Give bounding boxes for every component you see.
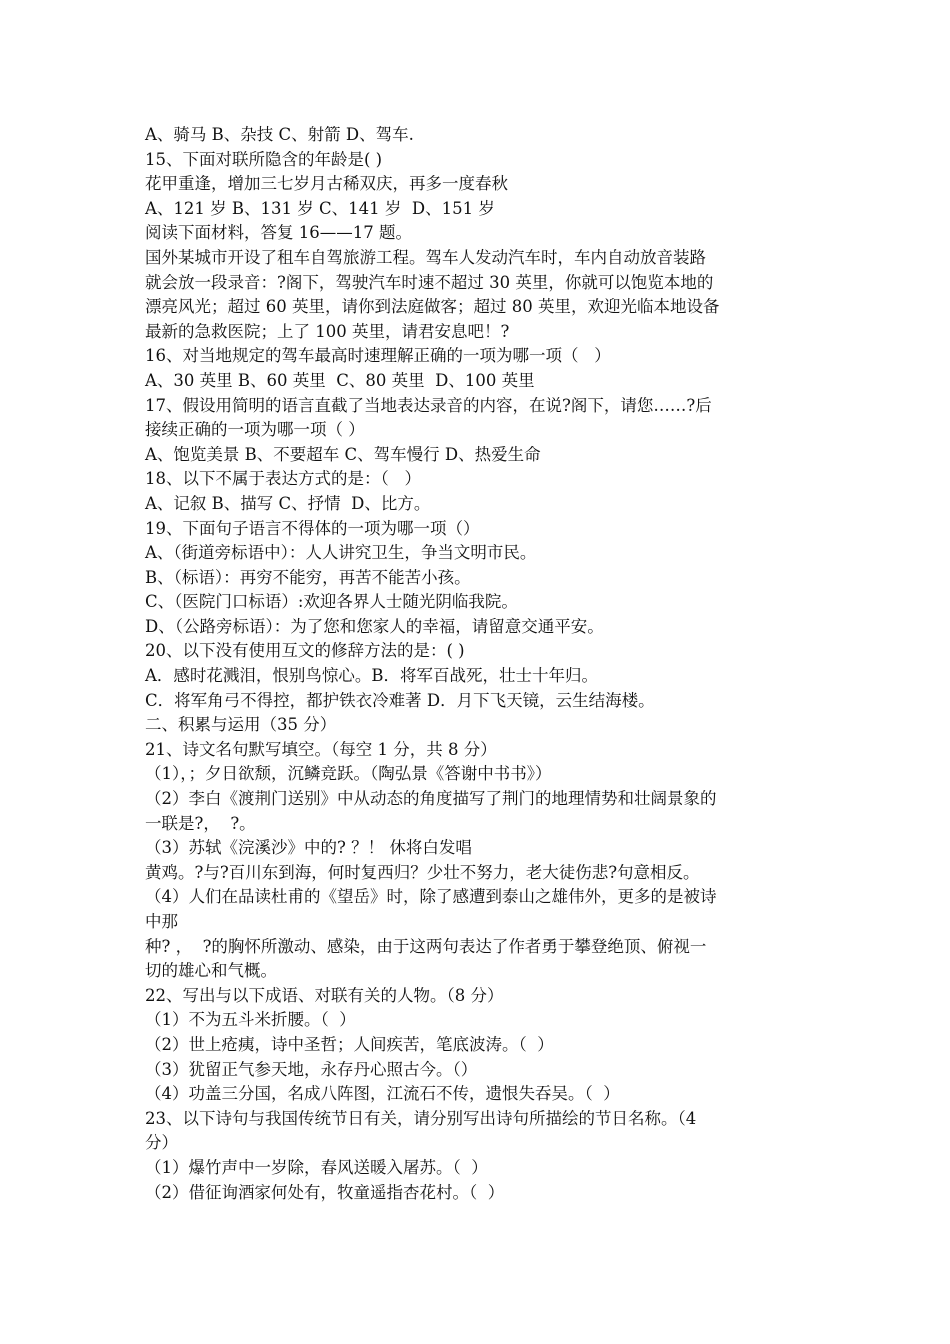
text-line: B、（标语）：再穷不能穷，再苦不能苦小孩。 xyxy=(145,567,471,587)
text-line: A．感时花溅泪，恨别鸟惊心。B．将军百战死，壮士十年归。 xyxy=(145,666,599,686)
reading-instruction: 阅读下面材料，答复 16——17 题。 xyxy=(145,223,412,243)
text-line: C．将军角弓不得控，都护铁衣冷难著 D．月下飞天镜，云生结海楼。 xyxy=(145,690,655,710)
text-line: 接续正确的一项为哪一项（ ） xyxy=(145,420,365,440)
text-line: 国外某城市开设了租车自驾旅游工程。驾车人发动汽车时，车内自动放音装路 xyxy=(145,247,706,267)
text-line: C、（医院门口标语）:欢迎各界人士随光阴临我院。 xyxy=(145,592,518,612)
text-line: 中那 xyxy=(145,912,178,931)
text-line: （2）世上疮痍，诗中圣哲；人间疾苦，笔底波涛。（ ） xyxy=(145,1034,554,1054)
text-line: 种? ， ?的胸怀所激动、感染，由于这两句表达了作者勇于攀登绝顶、俯视一 xyxy=(145,936,707,956)
text-line: 最新的急救医院；上了 100 英里，请君安息吧！? xyxy=(145,321,510,341)
section-heading: 二、积累与运用（35 分） xyxy=(145,715,337,735)
text-line: （2）借征询酒家何处有，牧童遥指杏花村。（ ） xyxy=(145,1182,505,1202)
text-line: （1）不为五斗米折腰。（ ） xyxy=(145,1010,356,1030)
text-line: A、记叙 B、描写 C、抒情 D、比方。 xyxy=(145,493,431,513)
text-line: 漂亮风光；超过 60 英里，请你到法庭做客；超过 80 英里，欢迎光临本地设备 xyxy=(145,297,720,317)
question-23: 23、以下诗句与我国传统节日有关，请分别写出诗句所描绘的节日名称。（4 xyxy=(145,1108,697,1128)
text-line: （1），；夕日欲颓，沉鳞竞跃。（陶弘景《答谢中书书》） xyxy=(145,764,552,784)
question-21: 21、诗文名句默写填空。（每空 1 分，共 8 分） xyxy=(145,739,497,759)
text-line: A、121 岁 B、131 岁 C、141 岁 D、151 岁 xyxy=(145,198,495,218)
text-line: （4）功盖三分国，名成八阵图，江流石不传，遗恨失吞吴。（ ） xyxy=(145,1084,620,1104)
text-line: 一联是?， ?。 xyxy=(145,813,256,833)
text-line: 分） xyxy=(145,1133,178,1153)
text-line: A、（街道旁标语中）：人人讲究卫生，争当文明市民。 xyxy=(145,543,537,563)
text-line: D、（公路旁标语）：为了您和您家人的幸福，请留意交通平安。 xyxy=(145,616,604,636)
text-line: 切的雄心和气概。 xyxy=(145,961,277,981)
text-line: （2）李白《渡荆门送别》中从动态的角度描写了荆门的地理情势和壮阔景象的 xyxy=(145,789,717,809)
text-line: 就会放一段录音：?阁下，驾驶汽车时速不超过 30 英里，你就可以饱览本地的 xyxy=(145,272,714,292)
text-line: （3）苏轼《浣溪沙》中的? ？！ 休将白发唱 xyxy=(145,838,472,858)
question-15: 15、下面对联所隐含的年龄是( ) xyxy=(145,149,383,169)
question-20: 20、以下没有使用互文的修辞方法的是：( ) xyxy=(145,641,465,661)
text-line: 花甲重逢，增加三七岁月古稀双庆，再多一度春秋 xyxy=(145,174,508,194)
text-line: A、饱览美景 B、不要超车 C、驾车慢行 D、热爱生命 xyxy=(145,444,541,464)
question-18: 18、以下不属于表达方式的是：（ ） xyxy=(145,469,421,489)
text-line: 黄鸡。?与?百川东到海，何时复西归？少壮不努力，老大徒伤悲?句意相反。 xyxy=(145,862,700,882)
text-line: （3）犹留正气参天地，永存丹心照古今。（） xyxy=(145,1059,478,1079)
text-line: A、30 英里 B、60 英里 C、80 英里 D、100 英里 xyxy=(145,370,535,390)
text-line: A、骑马 B、杂技 C、射箭 D、驾车. xyxy=(145,125,414,144)
question-16: 16、对当地规定的驾车最高时速理解正确的一项为哪一项（ ） xyxy=(145,346,611,366)
question-19: 19、下面句子语言不得体的一项为哪一项（） xyxy=(145,518,480,538)
text-line: （1）爆竹声中一岁除，春风送暖入屠苏。（ ） xyxy=(145,1157,488,1177)
text-line: （4）人们在品读杜甫的《望岳》时，除了感遭到泰山之雄伟外，更多的是被诗 xyxy=(145,887,717,907)
document-page xyxy=(145,123,815,1205)
question-17: 17、假设用简明的语言直截了当地表达录音的内容，在说?阁下，请您……?后 xyxy=(145,395,712,415)
question-22: 22、写出与以下成语、对联有关的人物。（8 分） xyxy=(145,985,504,1005)
